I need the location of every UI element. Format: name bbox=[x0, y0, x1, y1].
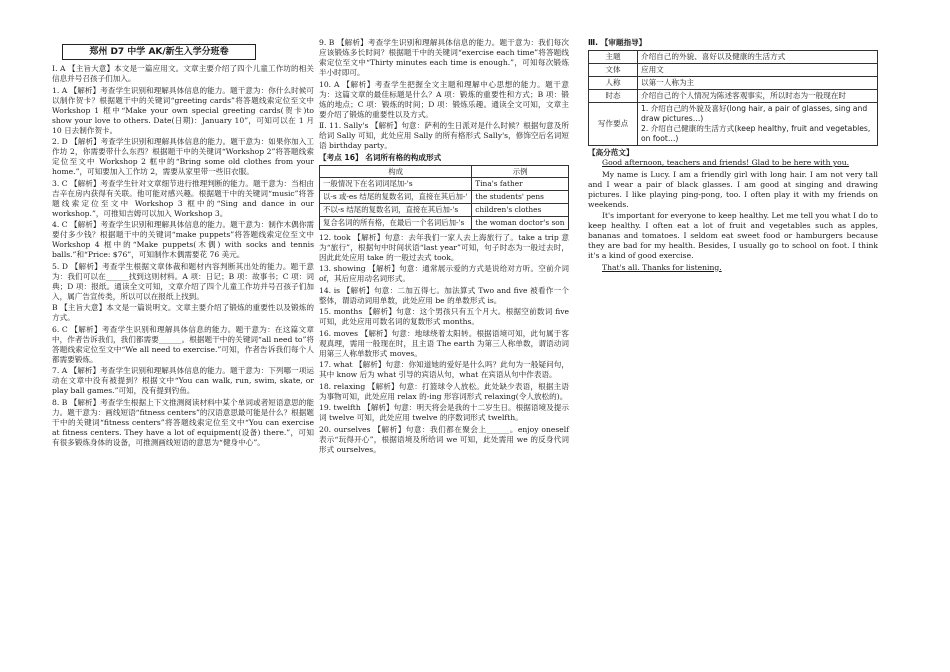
table-cell: 以第一人称为主 bbox=[638, 77, 878, 90]
table-cell: 一般情况下在名词词尾加-'s bbox=[320, 178, 472, 191]
answer-11: Ⅱ. 11. Sally's 【解析】句意：萨利的生日派对是什么时候？根据句意及所给词 Sally 可知，此处应用 Sally 的所有格形式 Sally's，修饰空后名词短语 birthday party。 bbox=[319, 121, 569, 151]
table-header: 示例 bbox=[472, 165, 569, 178]
answer-column-2 bbox=[319, 38, 569, 456]
essay-paragraph: My name is Lucy. I am a friendly girl with long hair. I am not very tall and I wear a pair of black glasses. I am good at singing and drawing pictures. I like playing ping-pong, too. I often play it with my friends on weekends. bbox=[588, 169, 878, 209]
answer-column-1 bbox=[52, 64, 314, 450]
table-cell: 不以-s 结尾的复数名词，直接在其后加-'s bbox=[320, 203, 472, 216]
table-row bbox=[320, 203, 569, 216]
table-cell: 介绍自己的个人情况为陈述客观事实，所以时态为一般现在时 bbox=[638, 90, 878, 103]
table-row bbox=[589, 77, 878, 90]
table-row bbox=[589, 51, 878, 64]
table-row bbox=[320, 178, 569, 191]
table-cell: children's clothes bbox=[472, 203, 569, 216]
essay-paragraph: Good afternoon, teachers and friends! Glad to be here with you. bbox=[602, 158, 850, 168]
answer-4: 4. C 【解析】考查学生识别和理解具体信息的能力。题干意为：制作木偶你需要付多少钱？根据题干中的关键词“make puppets”将答题线索定位至文中 Workshop 4 框中的“Make puppets(木偶) with socks and tennis balls.”和“Price: $76”，可知制作木偶需要花 76 美元。 bbox=[52, 220, 314, 260]
table-header: 构成 bbox=[320, 165, 472, 178]
answer-19: 19. twelfth 【解析】句意：明天将会是我的十二岁生日。根据语境及提示词 twelve 可知，此处应用 twelve 的序数词形式 twelfth。 bbox=[319, 403, 569, 423]
answer-12: 12. took 【解析】句意：去年我们一家人去上海旅行了。take a trip 意为“旅行”，根据句中时间状语“last year”可知，句子时态为一般过去时，因此此处应用 take 的一般过去式 took。 bbox=[319, 232, 569, 262]
table-cell: 主题 bbox=[589, 51, 638, 64]
answer-20: 20. ourselves 【解析】句意：我们都在聚会上______。enjoy oneself 表示“玩得开心”，根据语境及所给词 we 可知，此处需用 we 的反身代词形式 ourselves。 bbox=[319, 424, 569, 454]
table-cell: 时态 bbox=[589, 90, 638, 103]
answer-column-3 bbox=[588, 38, 878, 274]
table-cell: the woman doctor's son bbox=[472, 216, 569, 229]
table-cell: Tina's father bbox=[472, 178, 569, 191]
table-cell: 以-s 或-es 结尾的复数名词，直接在其后加-' bbox=[320, 191, 472, 204]
table-row bbox=[320, 216, 569, 229]
answer-3: 3. C 【解析】考查学生针对文章细节进行推理判断的能力。题干意为：当相由吉辛在房内获得有关联。他可能对感兴趣。根据题干中的关键词“music”将答题线索定位至文中 Workshop 3 框中的“Sing and dance in our workshop.”，可推知吉姆可以加入 Workshop 3。 bbox=[52, 178, 314, 218]
table-cell: 文体 bbox=[589, 64, 638, 77]
table-cell: 复合名词的所有格，在最后一个名词后加-'s bbox=[320, 216, 472, 229]
answer-18: 18. relaxing 【解析】句意：打篮球令人放松。此处缺少表语，根据主语为事物可知，此处应用 relax 的-ing 形容词形式 relaxing(令人放松的)。 bbox=[319, 381, 569, 401]
possessive-table bbox=[319, 165, 569, 230]
page-title: 郑州 D7 中学 AK/新生入学分班卷 bbox=[62, 44, 256, 60]
table-row bbox=[589, 90, 878, 103]
answer-16: 16. moves 【解析】句意：地球绕着太阳转。根据语境可知，此句属于客观真理，需用一般现在时，且主语 The earth 为第三人称单数，谓语动词用第三人称单数形式 moves。 bbox=[319, 328, 569, 358]
passage-b-summary: B 【主旨大意】本文是一篇说明文。文章主要介绍了锻炼的重要性以及锻炼的方式。 bbox=[52, 303, 314, 323]
essay-label: 【高分范文】 bbox=[588, 148, 634, 158]
answer-7: 7. A 【解析】考查学生识别和理解具体信息的能力。题干意为：下列哪一项运动在文章中没有被提到？根据文中“You can walk, run, swim, skate, or play ball games.”可知，没有提到钓鱼。 bbox=[52, 366, 314, 396]
answer-17: 17. what 【解析】句意：你知道她的爱好是什么吗？此句为一般疑问句，其中 know 后为 what 引导的宾语从句，what 在宾语从句中作表语。 bbox=[319, 360, 569, 380]
table-row bbox=[589, 103, 878, 146]
kaodian-label: 【考点 16】 名词所有格的构成形式 bbox=[319, 152, 442, 162]
answer-9: 9. B 【解析】考查学生识别和理解具体信息的能力。题干意为：我们每次应该锻炼多长时间？根据题干中的关键词“exercise each time”将答题线索定位至文中“Thirty minutes each time is enough.”，可知每次锻炼半小时即可。 bbox=[319, 38, 569, 78]
table-cell: 人称 bbox=[589, 77, 638, 90]
writing-guide-table bbox=[588, 50, 878, 146]
answer-15: 15. months 【解析】句意：这个男孩只有五个月大。根据空前数词 five 可知，此处应用可数名词的复数形式 months。 bbox=[319, 307, 569, 327]
answer-6: 6. C 【解析】考查学生识别和理解具体信息的能力。题干意为：在这篇文章中，作者告诉我们，我们都需要______。根据题干中的关键词“all need to”将答题线索定位至文中“We all need to exercise.”可知，作者告诉我们每个人都需要锻炼。 bbox=[52, 324, 314, 364]
table-cell: 应用文 bbox=[638, 64, 878, 77]
passage-a-summary: Ⅰ. A 【主旨大意】本文是一篇应用文。文章主要介绍了四个儿童工作坊的相关信息并号召孩子们加入。 bbox=[52, 64, 314, 84]
essay-paragraph: That's all. Thanks for listening. bbox=[602, 262, 722, 272]
answer-8: 8. B 【解析】考查学生根据上下文推测阅读材料中某个单词或者短语意思的能力。题干意为：画线短语“fitness centers”的汉语意思最可能是什么？根据题干中的关键词“fitness centers”将答题线索定位至文中“You can exercise at fitness centers. They have a lot of equipment(设备) there.”，可知有很多锻炼身体的设备，可推测画线短语的意思为“健身中心”。 bbox=[52, 398, 314, 448]
answer-5: 5. D 【解析】考查学生根据文章体裁和题材内容判断其出处的能力。题干意为：我们可以在______找到这则材料。A 项：日记；B 项：故事书；C 项：词典；D 项：报纸。通读全文可知，文章介绍了四个儿童工作坊并号召孩子们加入，属广告宣传类，所以可以在报纸上找到。 bbox=[52, 261, 314, 301]
table-cell: 介绍自己的外貌、喜好以及健康的生活方式 bbox=[638, 51, 878, 64]
essay-paragraph: It's important for everyone to keep healthy. Let me tell you what I do to keep healthy. I often eat a lot of fruit and vegetables such as apples, bananas and tomatoes. I seldom eat sweet food or hamburgers because they are bad for my health. Besides, I usually go to school on foot. I think it's a kind of good exercise. bbox=[588, 211, 878, 261]
answer-10: 10. A 【解析】考查学生把握全文主题和理解中心思想的能力。题干意为：这篇文章的最佳标题是什么？A 项：锻炼的重要性和方式；B 项：锻炼的地点；C 项：锻炼的时间；D 项：锻炼乐趣。通读全文可知，文章主要介绍了锻炼的重要性以及方式。 bbox=[319, 79, 569, 119]
table-cell: 1. 介绍自己的外貌及喜好(long hair, a pair of glasses, sing and draw pictures…) 2. 介绍自己健康的生活方式(keep healthy, fruit and vegetables, on foot…) bbox=[638, 103, 878, 146]
answer-2: 2. D 【解析】考查学生识别和理解具体信息的能力。题干意为：如果你加入工作坊 2，你需要带什么东西？根据题干中的关键词“Workshop 2”将答题线索定位至文中 Workshop 2 框中的“Bring some old clothes from your home.”，可知要加入工作坊 2，需要从家里带一些旧衣服。 bbox=[52, 137, 314, 177]
answer-13: 13. showing 【解析】句意：通常展示爱的方式是说给对方听。空前介词 of，其后应用动名词形式。 bbox=[319, 264, 569, 284]
answer-1: 1. A 【解析】考查学生识别和理解具体信息的能力。题干意为：你什么时候可以制作贺卡？根据题干中的关键词“greeting cards”将答题线索定位至文中 Workshop 1 框中“Make your own special greeting cards(贺卡)to show your love to others. Date(日期)：January 10”，可知可以在 1 月 10 日去制作贺卡。 bbox=[52, 85, 314, 135]
table-cell: 写作要点 bbox=[589, 103, 638, 146]
model-essay bbox=[588, 158, 878, 273]
table-cell: the students' pens bbox=[472, 191, 569, 204]
answer-14: 14. is 【解析】句意：二加五得七。加法算式 Two and five 被看作一个整体，谓语动词用单数，此处应用 be 的单数形式 is。 bbox=[319, 285, 569, 305]
table-row bbox=[320, 191, 569, 204]
shenti-label: Ⅲ. 【审题指导】 bbox=[588, 38, 647, 47]
table-row bbox=[589, 64, 878, 77]
